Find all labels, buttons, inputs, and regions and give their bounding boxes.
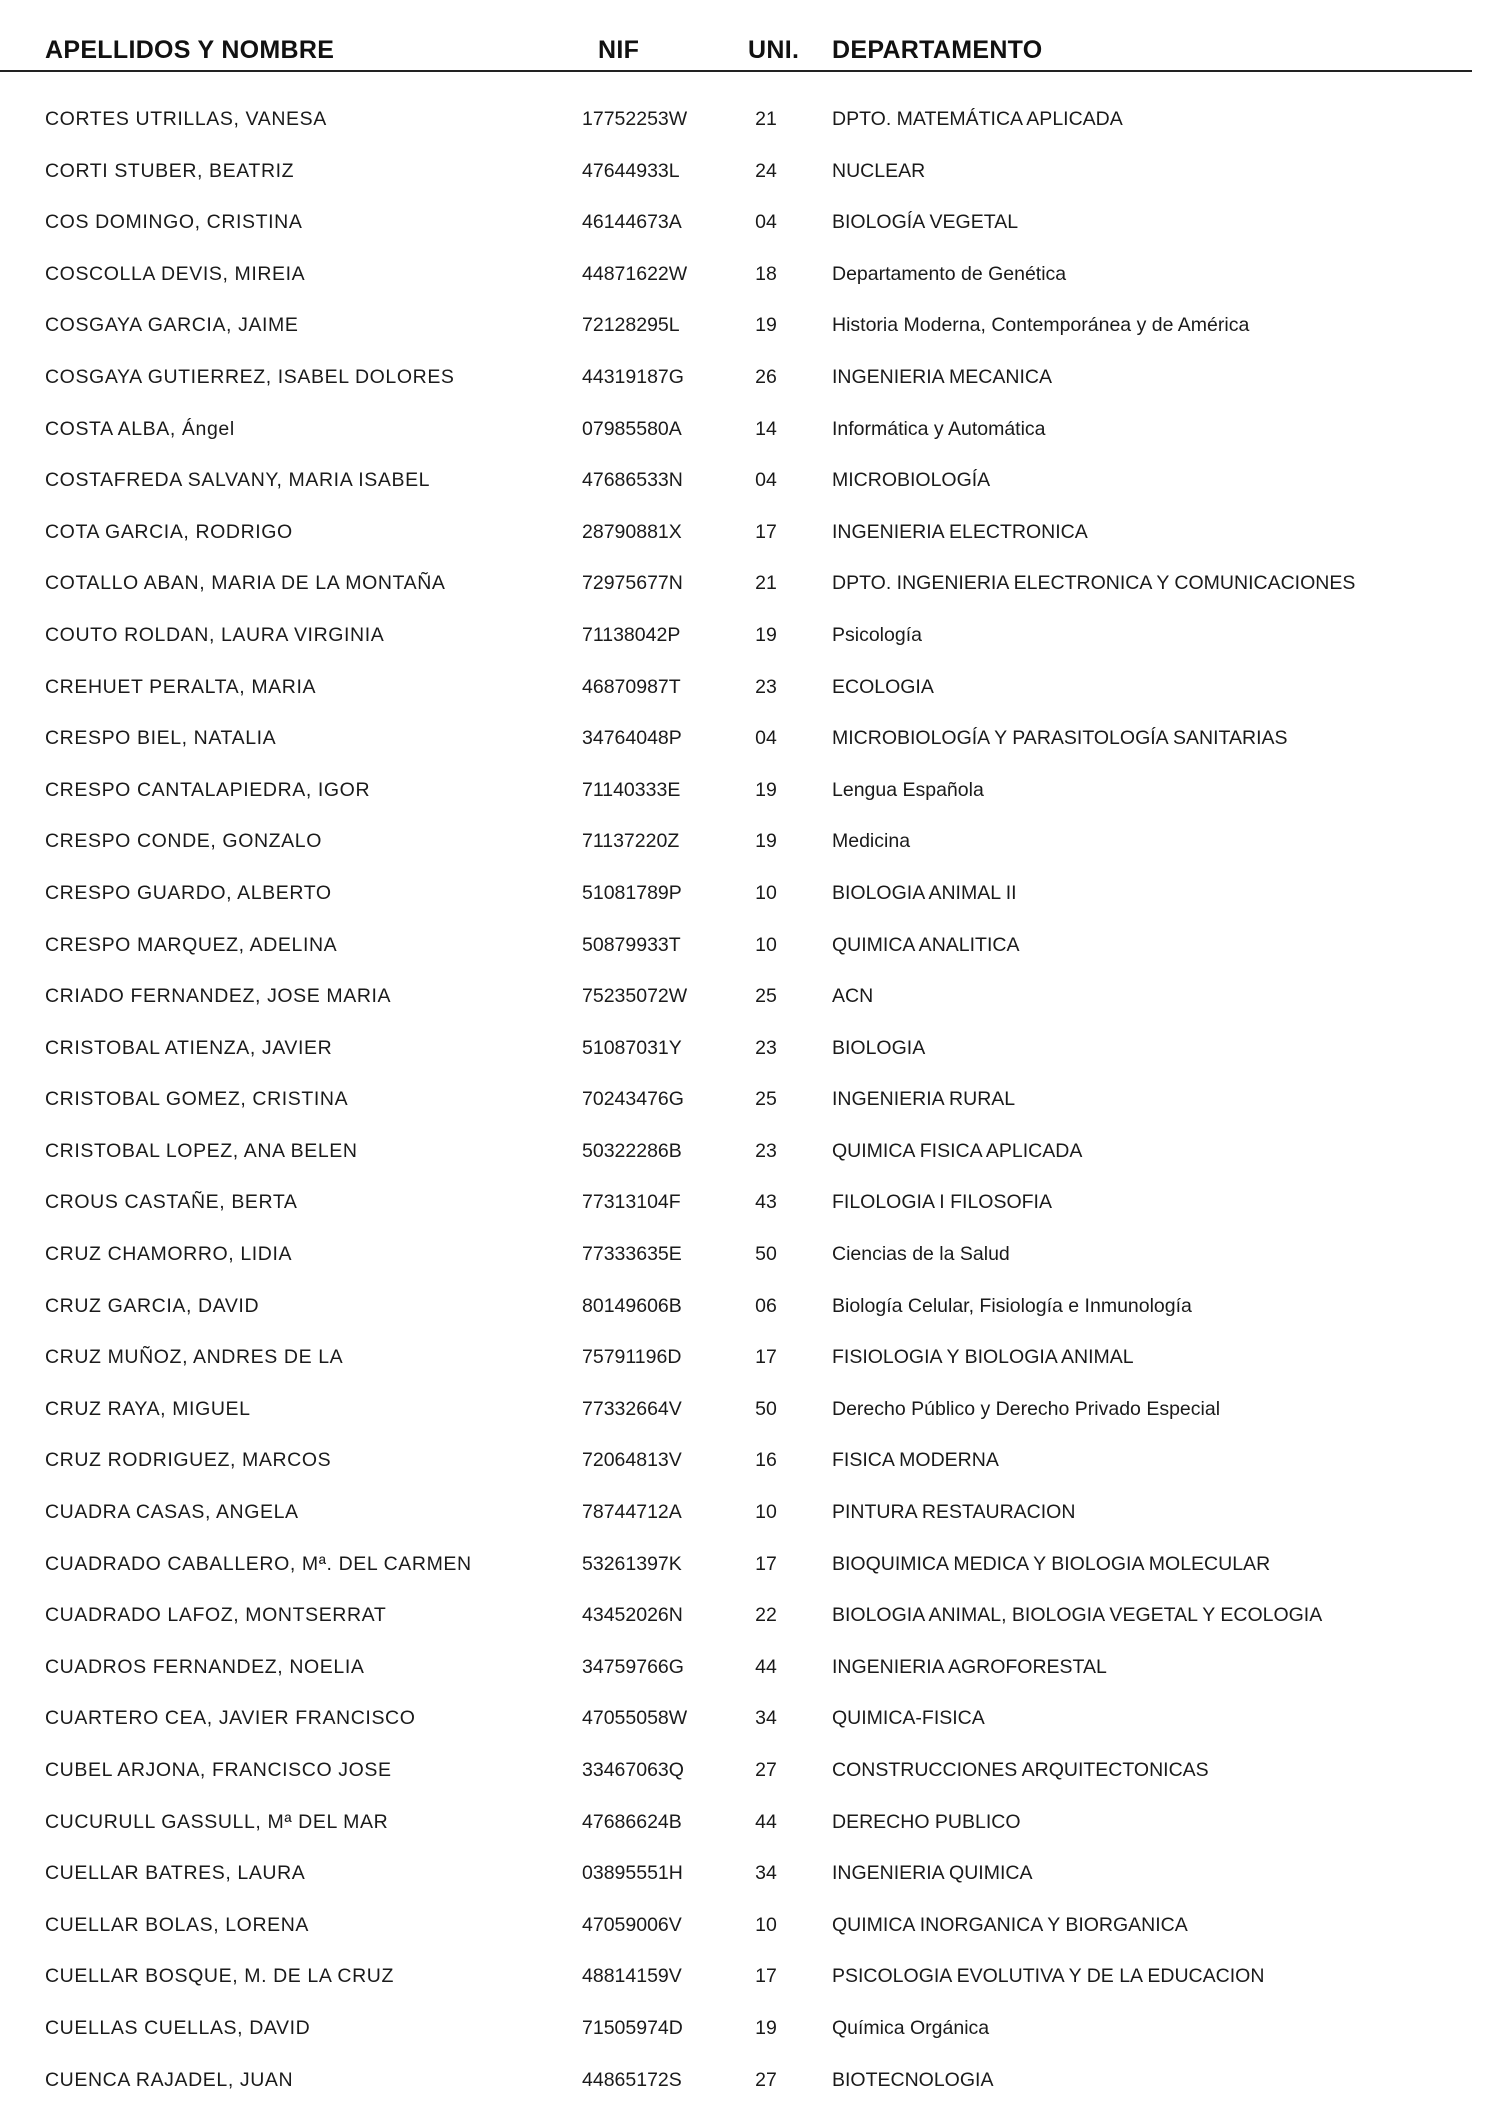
cell-name: CRUZ RAYA, MIGUEL — [45, 1397, 251, 1420]
cell-name: COSTA ALBA, Ángel — [45, 417, 235, 440]
cell-department: Lengua Española — [832, 778, 984, 801]
cell-nif: 44865172S — [582, 2068, 682, 2091]
cell-nif: 71137220Z — [582, 830, 680, 853]
cell-name: COSGAYA GARCIA, JAIME — [45, 314, 299, 337]
cell-uni: 10 — [755, 1913, 777, 1936]
cell-name: CUELLAR BOSQUE, M. DE LA CRUZ — [45, 1965, 394, 1988]
cell-nif: 51087031Y — [582, 1036, 682, 1059]
cell-department: BIOLOGÍA VEGETAL — [832, 211, 1019, 234]
table-row — [0, 1596, 1500, 1648]
header-divider — [0, 70, 1472, 72]
cell-department: Biología Celular, Fisiología e Inmunología — [832, 1294, 1192, 1317]
cell-uni: 16 — [755, 1449, 777, 1472]
cell-uni: 21 — [755, 108, 777, 130]
cell-department: INGENIERIA MECANICA — [832, 365, 1052, 388]
table-row — [0, 1648, 1500, 1700]
cell-department: Química Orgánica — [832, 2016, 990, 2039]
cell-name: CRUZ RODRIGUEZ, MARCOS — [45, 1449, 332, 1472]
cell-department: FISICA MODERNA — [832, 1449, 999, 1472]
cell-nif: 47686533N — [582, 469, 683, 492]
cell-nif: 48814159V — [582, 1965, 682, 1988]
table-row — [0, 926, 1500, 978]
cell-name: COS DOMINGO, CRISTINA — [45, 211, 303, 234]
cell-name: COSTAFREDA SALVANY, MARIA ISABEL — [45, 469, 431, 492]
cell-uni: 26 — [755, 365, 777, 388]
cell-department: Departamento de Genética — [832, 262, 1067, 285]
cell-nif: 46870987T — [582, 675, 681, 698]
cell-nif: 72975677N — [582, 572, 683, 595]
cell-uni: 25 — [755, 1088, 777, 1111]
cell-uni: 25 — [755, 985, 777, 1008]
cell-nif: 50322286B — [582, 1139, 682, 1162]
cell-nif: 72128295L — [582, 314, 680, 337]
cell-uni: 04 — [755, 727, 777, 750]
cell-department: BIOLOGIA ANIMAL II — [832, 881, 1017, 904]
cell-department: INGENIERIA ELECTRONICA — [832, 520, 1088, 543]
cell-uni: 04 — [755, 469, 777, 492]
cell-nif: 71140333E — [582, 778, 681, 801]
cell-nif: 80149606B — [582, 1294, 682, 1317]
cell-name: COUTO ROLDAN, LAURA VIRGINIA — [45, 623, 385, 646]
cell-department: NUCLEAR — [832, 159, 926, 182]
cell-department: DERECHO PUBLICO — [832, 1810, 1021, 1833]
cell-uni: 34 — [755, 1707, 777, 1730]
cell-department: DPTO. MATEMÁTICA APLICADA — [832, 108, 1123, 130]
cell-name: CRUZ CHAMORRO, LIDIA — [45, 1243, 293, 1266]
cell-department: Psicología — [832, 623, 922, 646]
cell-department: QUIMICA-FISICA — [832, 1707, 985, 1730]
table-row — [0, 1803, 1500, 1855]
table-row — [0, 616, 1500, 668]
cell-uni: 27 — [755, 1759, 777, 1781]
cell-name: COSCOLLA DEVIS, MIREIA — [45, 262, 306, 285]
cell-name: CRUZ MUÑOZ, ANDRES DE LA — [45, 1346, 344, 1369]
cell-name: CUARTERO CEA, JAVIER FRANCISCO — [45, 1707, 416, 1730]
cell-name: COTA GARCIA, RODRIGO — [45, 520, 293, 543]
cell-uni: 19 — [755, 2016, 777, 2039]
cell-nif: 34759766G — [582, 1655, 684, 1678]
cell-department: INGENIERIA QUIMICA — [832, 1862, 1033, 1885]
cell-nif: 03895551H — [582, 1862, 683, 1885]
table-row — [0, 306, 1500, 358]
cell-name: CRESPO GUARDO, ALBERTO — [45, 881, 332, 904]
cell-name: CORTI STUBER, BEATRIZ — [45, 159, 295, 182]
cell-department: INGENIERIA AGROFORESTAL — [832, 1655, 1107, 1678]
cell-department: MICROBIOLOGÍA Y PARASITOLOGÍA SANITARIAS — [832, 727, 1288, 750]
cell-nif: 51081789P — [582, 881, 682, 904]
table-row — [0, 100, 1500, 152]
cell-department: INGENIERIA RURAL — [832, 1088, 1016, 1111]
table-header — [0, 30, 1500, 70]
cell-name: CRISTOBAL GOMEZ, CRISTINA — [45, 1088, 349, 1111]
cell-nif: 78744712A — [582, 1501, 682, 1524]
cell-name: CRESPO BIEL, NATALIA — [45, 727, 277, 750]
table-row — [0, 513, 1500, 565]
cell-nif: 34764048P — [582, 727, 682, 750]
cell-uni: 23 — [755, 675, 777, 698]
cell-department: FILOLOGIA I FILOSOFIA — [832, 1191, 1052, 1214]
table-row — [0, 822, 1500, 874]
header-nif: NIF — [598, 36, 640, 64]
cell-name: CRUZ GARCIA, DAVID — [45, 1294, 260, 1317]
cell-nif: 28790881X — [582, 520, 682, 543]
cell-nif: 50879933T — [582, 933, 681, 956]
table-row — [0, 203, 1500, 255]
table-row — [0, 152, 1500, 204]
cell-uni: 10 — [755, 881, 777, 904]
cell-nif: 71138042P — [582, 623, 681, 646]
table-row — [0, 1338, 1500, 1390]
cell-uni: 19 — [755, 778, 777, 801]
cell-name: CUADRA CASAS, ANGELA — [45, 1501, 299, 1524]
cell-uni: 04 — [755, 211, 777, 234]
header-department: DEPARTAMENTO — [832, 36, 1043, 64]
table-row — [0, 1699, 1500, 1751]
cell-department: QUIMICA INORGANICA Y BIORGANICA — [832, 1913, 1188, 1936]
cell-uni: 19 — [755, 623, 777, 646]
cell-nif: 77313104F — [582, 1191, 681, 1214]
table-row — [0, 668, 1500, 720]
cell-department: BIOTECNOLOGIA — [832, 2068, 994, 2091]
cell-nif: 77333635E — [582, 1243, 682, 1266]
cell-nif: 43452026N — [582, 1604, 683, 1627]
cell-uni: 43 — [755, 1191, 777, 1214]
cell-nif: 47644933L — [582, 159, 680, 182]
cell-uni: 14 — [755, 417, 777, 440]
table-row — [0, 255, 1500, 307]
cell-department: QUIMICA ANALITICA — [832, 933, 1020, 956]
table-row — [0, 977, 1500, 1029]
cell-name: CUADRADO CABALLERO, Mª. DEL CARMEN — [45, 1552, 472, 1575]
cell-nif: 47059006V — [582, 1913, 682, 1936]
cell-department: Derecho Público y Derecho Privado Especial — [832, 1397, 1221, 1420]
cell-name: CUADROS FERNANDEZ, NOELIA — [45, 1655, 365, 1678]
cell-department: Ciencias de la Salud — [832, 1243, 1010, 1266]
cell-nif: 44319187G — [582, 365, 684, 388]
table-row — [0, 461, 1500, 513]
header-uni: UNI. — [748, 36, 800, 64]
table-row — [0, 2061, 1500, 2113]
cell-uni: 06 — [755, 1294, 777, 1317]
table-row — [0, 874, 1500, 926]
table-row — [0, 1390, 1500, 1442]
cell-nif: 44871622W — [582, 262, 688, 285]
cell-uni: 17 — [755, 1346, 777, 1369]
cell-nif: 70243476G — [582, 1088, 684, 1111]
cell-department: BIOQUIMICA MEDICA Y BIOLOGIA MOLECULAR — [832, 1552, 1271, 1575]
table-row — [0, 1854, 1500, 1906]
cell-name: COSGAYA GUTIERREZ, ISABEL DOLORES — [45, 365, 455, 388]
table-row — [0, 1545, 1500, 1597]
table-row — [0, 771, 1500, 823]
cell-uni: 18 — [755, 262, 777, 285]
cell-name: CUBEL ARJONA, FRANCISCO JOSE — [45, 1759, 392, 1781]
cell-name: CUCURULL GASSULL, Mª DEL MAR — [45, 1810, 389, 1833]
cell-uni: 17 — [755, 520, 777, 543]
cell-uni: 23 — [755, 1036, 777, 1059]
cell-department: MICROBIOLOGÍA — [832, 469, 991, 492]
table-row — [0, 1906, 1500, 1958]
cell-name: CUELLAR BATRES, LAURA — [45, 1862, 306, 1885]
cell-nif: 17752253W — [582, 108, 688, 130]
table-row — [0, 1287, 1500, 1339]
cell-uni: 17 — [755, 1965, 777, 1988]
cell-uni: 19 — [755, 314, 777, 337]
cell-name: CROUS CASTAÑE, BERTA — [45, 1191, 298, 1214]
cell-department: ACN — [832, 985, 874, 1008]
cell-department: Historia Moderna, Contemporánea y de América — [832, 314, 1250, 337]
cell-uni: 10 — [755, 933, 777, 956]
cell-department: PINTURA RESTAURACION — [832, 1501, 1076, 1524]
cell-nif: 75235072W — [582, 985, 688, 1008]
cell-uni: 27 — [755, 2068, 777, 2091]
cell-uni: 22 — [755, 1604, 777, 1627]
cell-uni: 19 — [755, 830, 777, 853]
cell-nif: 53261397K — [582, 1552, 682, 1575]
table-row — [0, 719, 1500, 771]
cell-name: CUADRADO LAFOZ, MONTSERRAT — [45, 1604, 387, 1627]
cell-uni: 34 — [755, 1862, 777, 1885]
cell-department: CONSTRUCCIONES ARQUITECTONICAS — [832, 1759, 1209, 1781]
cell-department: PSICOLOGIA EVOLUTIVA Y DE LA EDUCACION — [832, 1965, 1265, 1988]
cell-nif: 07985580A — [582, 417, 682, 440]
table-row — [0, 1132, 1500, 1184]
table-row — [0, 1235, 1500, 1287]
cell-nif: 47055058W — [582, 1707, 688, 1730]
cell-name: CRIADO FERNANDEZ, JOSE MARIA — [45, 985, 392, 1008]
cell-nif: 72064813V — [582, 1449, 682, 1472]
cell-nif: 33467063Q — [582, 1759, 684, 1781]
cell-uni: 21 — [755, 572, 777, 595]
cell-department: BIOLOGIA ANIMAL, BIOLOGIA VEGETAL Y ECOLOGIA — [832, 1604, 1323, 1627]
table-row — [0, 1183, 1500, 1235]
cell-uni: 24 — [755, 159, 777, 182]
table-row — [0, 1493, 1500, 1545]
cell-name: CUELLAR BOLAS, LORENA — [45, 1913, 310, 1936]
cell-department: Informática y Automática — [832, 417, 1046, 440]
cell-nif: 77332664V — [582, 1397, 682, 1420]
cell-department: BIOLOGIA — [832, 1036, 926, 1059]
cell-name: CREHUET PERALTA, MARIA — [45, 675, 317, 698]
table-row — [0, 358, 1500, 410]
cell-department: QUIMICA FISICA APLICADA — [832, 1139, 1083, 1162]
cell-uni: 50 — [755, 1243, 777, 1266]
cell-uni: 10 — [755, 1501, 777, 1524]
cell-nif: 46144673A — [582, 211, 682, 234]
cell-name: CRESPO MARQUEZ, ADELINA — [45, 933, 338, 956]
cell-nif: 47686624B — [582, 1810, 682, 1833]
table-body — [0, 100, 1500, 2112]
header-name: APELLIDOS Y NOMBRE — [45, 36, 335, 64]
cell-name: CUELLAS CUELLAS, DAVID — [45, 2016, 311, 2039]
cell-uni: 44 — [755, 1810, 777, 1833]
cell-name: CRISTOBAL LOPEZ, ANA BELEN — [45, 1139, 358, 1162]
table-row — [0, 2009, 1500, 2061]
table-row — [0, 1029, 1500, 1081]
cell-uni: 17 — [755, 1552, 777, 1575]
cell-uni: 50 — [755, 1397, 777, 1420]
cell-name: CUENCA RAJADEL, JUAN — [45, 2068, 294, 2091]
cell-name: CRESPO CANTALAPIEDRA, IGOR — [45, 778, 371, 801]
cell-nif: 71505974D — [582, 2016, 683, 2039]
cell-nif: 75791196D — [582, 1346, 682, 1369]
cell-uni: 44 — [755, 1655, 777, 1678]
cell-department: Medicina — [832, 830, 911, 853]
table-row — [0, 564, 1500, 616]
cell-name: CRESPO CONDE, GONZALO — [45, 830, 322, 853]
table-row — [0, 1441, 1500, 1493]
cell-department: ECOLOGIA — [832, 675, 934, 698]
table-row — [0, 1751, 1500, 1803]
table-row — [0, 1957, 1500, 2009]
cell-department: DPTO. INGENIERIA ELECTRONICA Y COMUNICACIONES — [832, 572, 1356, 595]
table-row — [0, 1080, 1500, 1132]
cell-name: COTALLO ABAN, MARIA DE LA MONTAÑA — [45, 572, 446, 595]
table-row — [0, 410, 1500, 462]
cell-name: CORTES UTRILLAS, VANESA — [45, 108, 327, 130]
cell-department: FISIOLOGIA Y BIOLOGIA ANIMAL — [832, 1346, 1134, 1369]
cell-name: CRISTOBAL ATIENZA, JAVIER — [45, 1036, 333, 1059]
cell-uni: 23 — [755, 1139, 777, 1162]
